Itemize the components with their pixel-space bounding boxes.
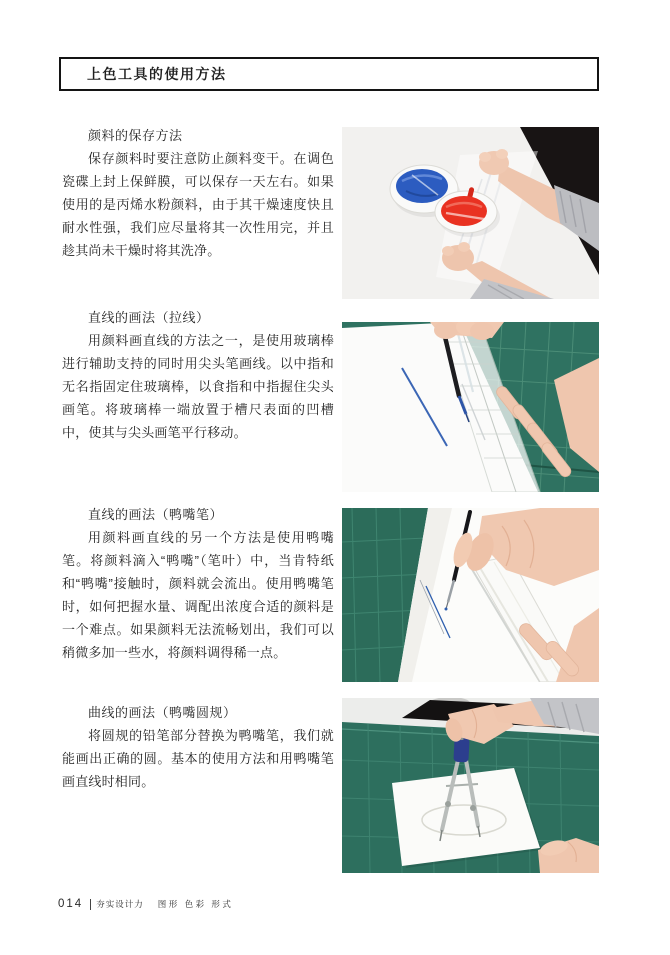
photo-line-pulling (342, 322, 599, 492)
footer-topics: 图形 色彩 形式 (157, 899, 234, 909)
section-paint-preservation (62, 124, 334, 262)
photo-ruling-pen (342, 508, 599, 682)
section-heading: 直线的画法（鸭嘴笔） (88, 507, 224, 522)
page-title: 上色工具的使用方法 (87, 66, 227, 82)
section-body: 保存颜料时要注意防止颜料变干。在调色瓷碟上封上保鲜膜，可以保存一天左右。如果使用的是丙烯水粉颜料，由于其干燥速度快且耐水性强，我们应尽量将其一次性用完，并且趁其尚未干燥时将其洗净。 (62, 151, 334, 258)
section-heading: 直线的画法（拉线） (88, 310, 210, 325)
section-body: 用颜料画直线的方法之一，是使用玻璃棒进行辅助支持的同时用尖头笔画线。以中指和无名指固定住玻璃棒，以食指和中指握住尖头画笔。将玻璃棒一端放置于槽尺表面的凹槽中，使其与尖头画笔平行移动。 (62, 333, 334, 440)
section-curve-drawing-compass (62, 701, 334, 793)
footer-divider (90, 899, 91, 910)
section-heading: 颜料的保存方法 (88, 128, 183, 143)
section-body: 用颜料画直线的另一个方法是使用鸭嘴笔。将颜料滴入“鸭嘴”（笔叶）中，当肯特纸和“鸭嘴”接触时，颜料就会流出。使用鸭嘴笔时，如何把握水量、调配出浓度合适的颜料是一个难点。如果颜料无法流畅划出，我们可以稍微多加一些水，将颜料调得稀一点。 (62, 530, 334, 660)
photo-compass (342, 698, 599, 873)
footer-series-title: 夯实设计力 (96, 899, 144, 909)
page-number: 014 (58, 898, 84, 910)
section-heading: 曲线的画法（鸭嘴圆规） (88, 705, 237, 720)
chapter-header-box (59, 57, 599, 91)
section-line-drawing-ruling-pen (62, 503, 334, 664)
page-footer (58, 898, 233, 910)
section-body: 将圆规的铅笔部分替换为鸭嘴笔，我们就能画出正确的圆。基本的使用方法和用鸭嘴笔画直线时相同。 (62, 728, 334, 789)
section-line-drawing-pulling (62, 306, 334, 444)
photo-paint-preservation (342, 127, 599, 299)
resting-hand (538, 838, 599, 873)
